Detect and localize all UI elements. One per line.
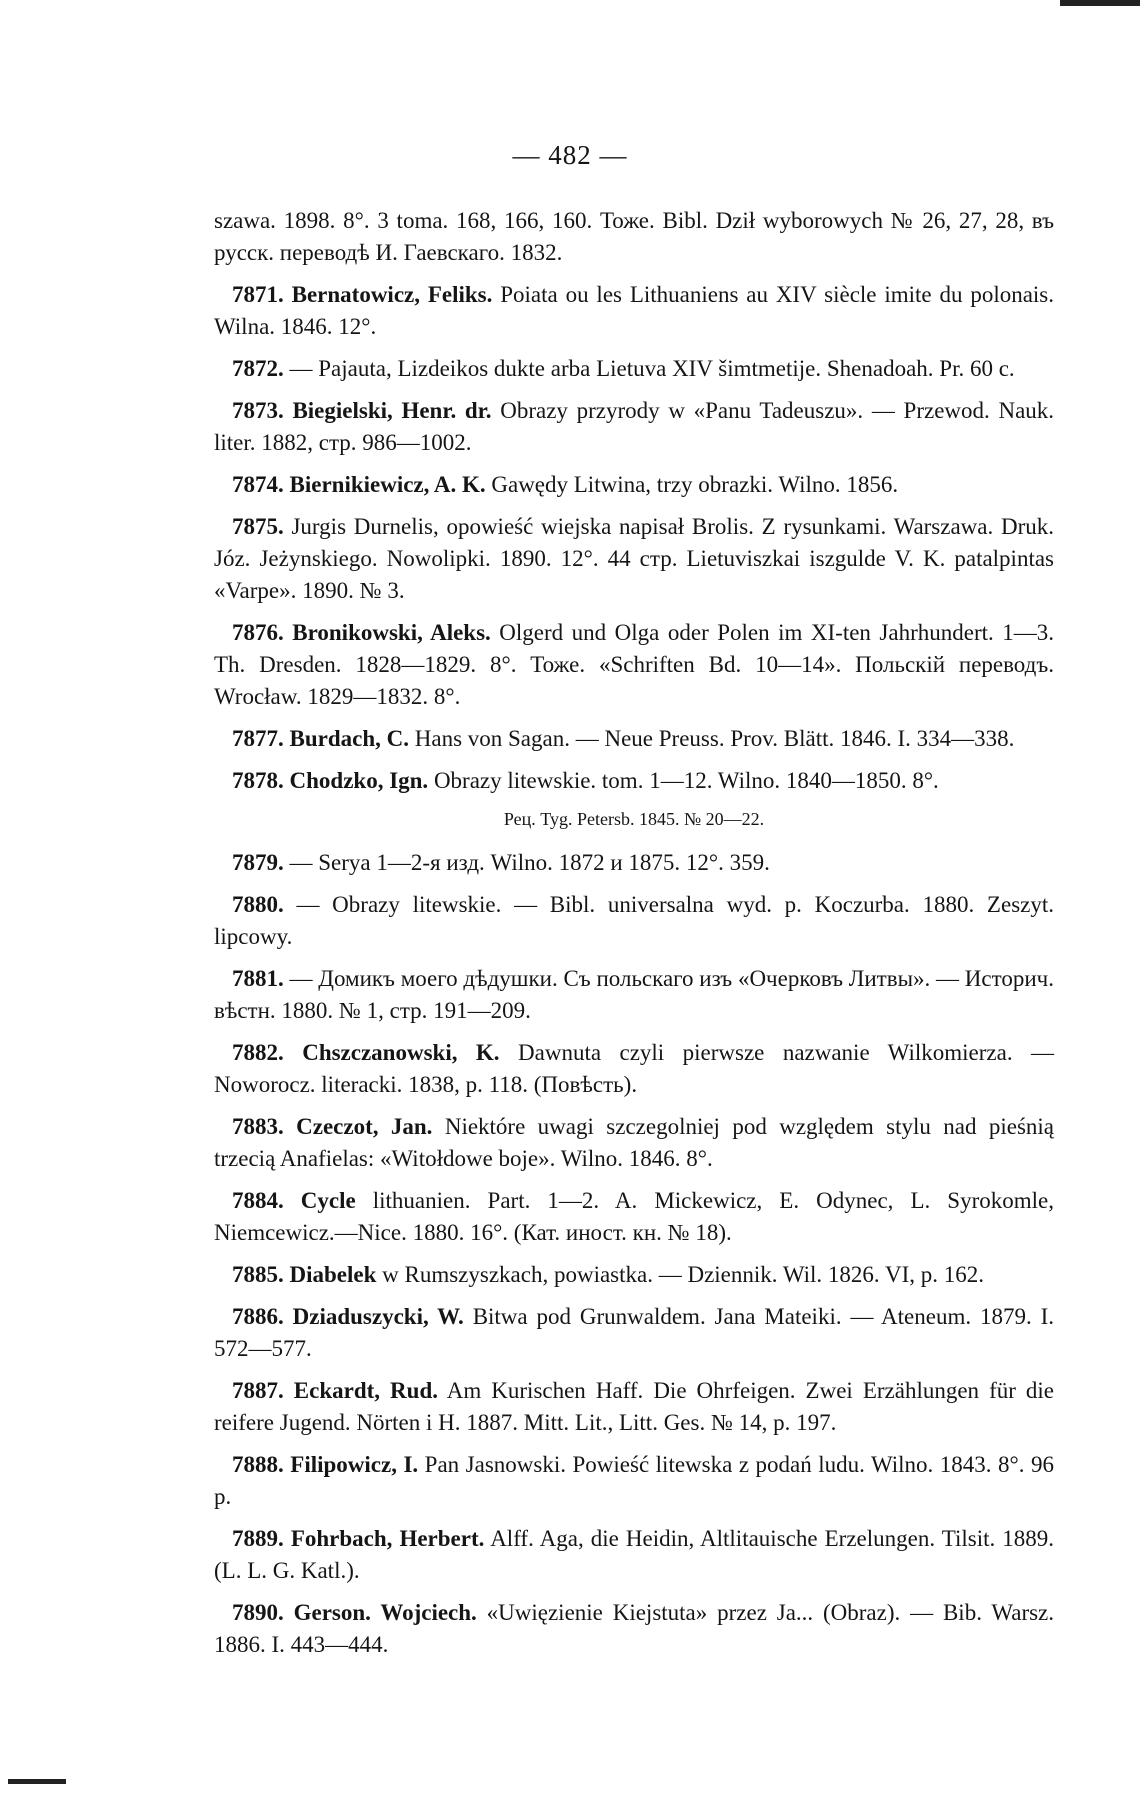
entry-author: Bronikowski, Aleks.: [292, 620, 491, 645]
entry-continuation: [214, 205, 1054, 269]
entry-text: Obrazy przyrody w «Panu Tadeuszu». — Przewod. Nauk. liter. 1882, стр. 986—1002.: [214, 398, 1055, 455]
entry-text: Dawnuta czyli pierwsze nazwanie Wilkomierza. — Noworocz. literacki. 1838, p. 118. (Повѣсть).: [214, 1040, 1055, 1097]
entry-number: 7881.: [232, 966, 284, 991]
entry-number: 7875.: [232, 514, 284, 539]
entry-text: «Uwięzienie Kiejstuta» przez Ja... (Obraz). — Bib. Warsz. 1886. I. 443—444.: [214, 1600, 1055, 1657]
entry-7888: [214, 1449, 1054, 1513]
entry-text: lithuanien. Part. 1—2. A. Mickewicz, E. Odynec, L. Syrokomle, Niemcewicz.—Nice. 1880. 16°. (Кат. иност. кн. № 18).: [214, 1188, 1054, 1245]
entry-author: Diabelek: [289, 1262, 377, 1287]
entry-author: Filipowicz, I.: [290, 1452, 419, 1477]
entry-text: Bitwa pod Grunwaldem. Jana Mateiki. — Ateneum. 1879. I. 572—577.: [214, 1304, 1054, 1361]
entry-7878: [214, 765, 1054, 797]
scan-edge-mark-bottom: [8, 1763, 66, 1784]
entry-7885: [214, 1259, 1054, 1291]
entry-author: Chszczanowski, K.: [302, 1040, 500, 1065]
entry-text: Olgerd und Olga oder Polen im XI-ten Jahrhundert. 1—3. Th. Dresden. 1828—1829. 8°. Тоже. «Schriften Bd. 10—14». Польскій переводъ. Wrocław. 1829—1832. 8°.: [214, 620, 1054, 709]
entry-number: 7874.: [232, 472, 284, 497]
entry-author: Cycle: [300, 1188, 356, 1213]
entry-number: 7882.: [232, 1040, 284, 1065]
entry-text: Gawędy Litwina, trzy obrazki. Wilno. 1856.: [491, 472, 899, 497]
entry-7882: [214, 1037, 1054, 1101]
entry-7880: [214, 889, 1054, 953]
entry-text: Pan Jasnowski. Powieść litewska z podań ludu. Wilno. 1843. 8°. 96 p.: [214, 1452, 1055, 1509]
entry-number: 7876.: [232, 620, 284, 645]
bibliography-list: [214, 205, 1054, 1671]
entry-author: Fohrbach, Herbert.: [290, 1526, 485, 1551]
entry-7877: [214, 723, 1054, 755]
entry-author: Biegielski, Henr. dr.: [292, 398, 492, 423]
entry-text: Jurgis Durnelis, opowieść wiejska napisał Brolis. Z rysunkami. Warszawa. Druk. Józ. Jeżynskiego. Nowolipki. 1890. 12°. 44 стр. Lietuviszkai iszgulde V. K. patalpintas «Varpe». 1890. № 3.: [214, 514, 1054, 603]
entry-text: Hans von Sagan. — Neue Preuss. Prov. Blätt. 1846. I. 334—338.: [414, 726, 1015, 751]
entry-7872: [214, 353, 1054, 385]
entry-text: Obrazy litewskie. tom. 1—12. Wilno. 1840—1850. 8°.: [433, 768, 939, 793]
entry-7886: [214, 1301, 1054, 1365]
entry-number: 7871.: [232, 282, 284, 307]
entry-number: 7878.: [232, 768, 284, 793]
entry-number: 7872.: [232, 356, 284, 381]
entry-7874: [214, 469, 1054, 501]
entry-number: 7890.: [232, 1600, 284, 1625]
entry-text: Alff. Aga, die Heidin, Altlitauische Erzelungen. Tilsit. 1889. (L. L. G. Katl.).: [214, 1526, 1055, 1583]
entry-author: Dziaduszycki, W.: [292, 1304, 464, 1329]
entry-number: 7879.: [232, 850, 284, 875]
entry-text: Niektóre uwagi szczegolniej pod względem stylu nad pieśnią trzecią Anafielas: «Witołdowe boje». Wilno. 1846. 8°.: [214, 1114, 1054, 1171]
entry-text: Am Kurischen Haff. Die Ohrfeigen. Zwei Erzählungen für die reifere Jugend. Nörten i H. 1887. Mitt. Lit., Litt. Ges. № 14, p. 197.: [214, 1378, 1055, 1435]
entry-number: 7883.: [232, 1114, 284, 1139]
entry-text: — Pajauta, Lizdeikos dukte arba Lietuva XIV šimtmetije. Shenadoah. Pr. 60 c.: [289, 356, 1015, 381]
entry-author: Chodzko, Ign.: [289, 768, 429, 793]
entry-number: 7877.: [232, 726, 284, 751]
entry-author: Czeczot, Jan.: [296, 1114, 433, 1139]
entry-number: 7886.: [232, 1304, 284, 1329]
entry-7873: [214, 395, 1054, 459]
entry-7889: [214, 1523, 1054, 1587]
entry-7881: [214, 963, 1054, 1027]
entry-7890: [214, 1597, 1054, 1661]
entry-author: Eckardt, Rud.: [293, 1378, 438, 1403]
entry-text: w Rumszyszkach, powiastka. — Dziennik. Wil. 1826. VI, p. 162.: [382, 1262, 985, 1287]
entry-number: 7885.: [232, 1262, 284, 1287]
entry-text: — Домикъ моего дѣдушки. Съ польскаго изъ «Очерковъ Литвы». — Историч. вѣстн. 1880. № 1, стр. 191—209.: [214, 966, 1054, 1023]
scan-edge-mark: [1060, 0, 1140, 6]
entry-number: 7889.: [232, 1526, 284, 1551]
entry-author: Bernatowicz, Feliks.: [291, 282, 493, 307]
entry-author: Gerson. Wojciech.: [293, 1600, 477, 1625]
entry-text: — Obrazy litewskie. — Bibl. universalna wyd. p. Koczurba. 1880. Zeszyt. lipcowy.: [214, 892, 1054, 949]
entry-text: — Serya 1—2-я изд. Wilno. 1872 и 1875. 12°. 359.: [289, 850, 770, 875]
entry-7879: [214, 847, 1054, 879]
entry-number: 7884.: [232, 1188, 284, 1213]
entry-author: Biernikiewicz, A. K.: [289, 472, 486, 497]
entry-7887: [214, 1375, 1054, 1439]
entry-7883: [214, 1111, 1054, 1175]
entry-number: 7880.: [232, 892, 284, 917]
entry-author: Burdach, C.: [289, 726, 409, 751]
page-number: — 482 —: [512, 140, 628, 170]
review-note: Рец. Tyg. Petersb. 1845. № 20—22.: [503, 809, 765, 829]
entry-text: szawa. 1898. 8°. 3 toma. 168, 166, 160. Тоже. Bibl. Dził wyborowych № 26, 27, 28, въ русск. переводѣ И. Гаевскаго. 1832.: [214, 208, 1054, 265]
entry-text: Poiata ou les Lithuaniens au XIV siècle imite du polonais. Wilna. 1846. 12°.: [214, 282, 1055, 339]
entry-number: 7887.: [232, 1378, 284, 1403]
entry-7875: [214, 511, 1054, 607]
entry-number: 7888.: [232, 1452, 284, 1477]
entry-7871: [214, 279, 1054, 343]
entry-7884: [214, 1185, 1054, 1249]
entry-7876: [214, 617, 1054, 713]
entry-number: 7873.: [232, 398, 284, 423]
